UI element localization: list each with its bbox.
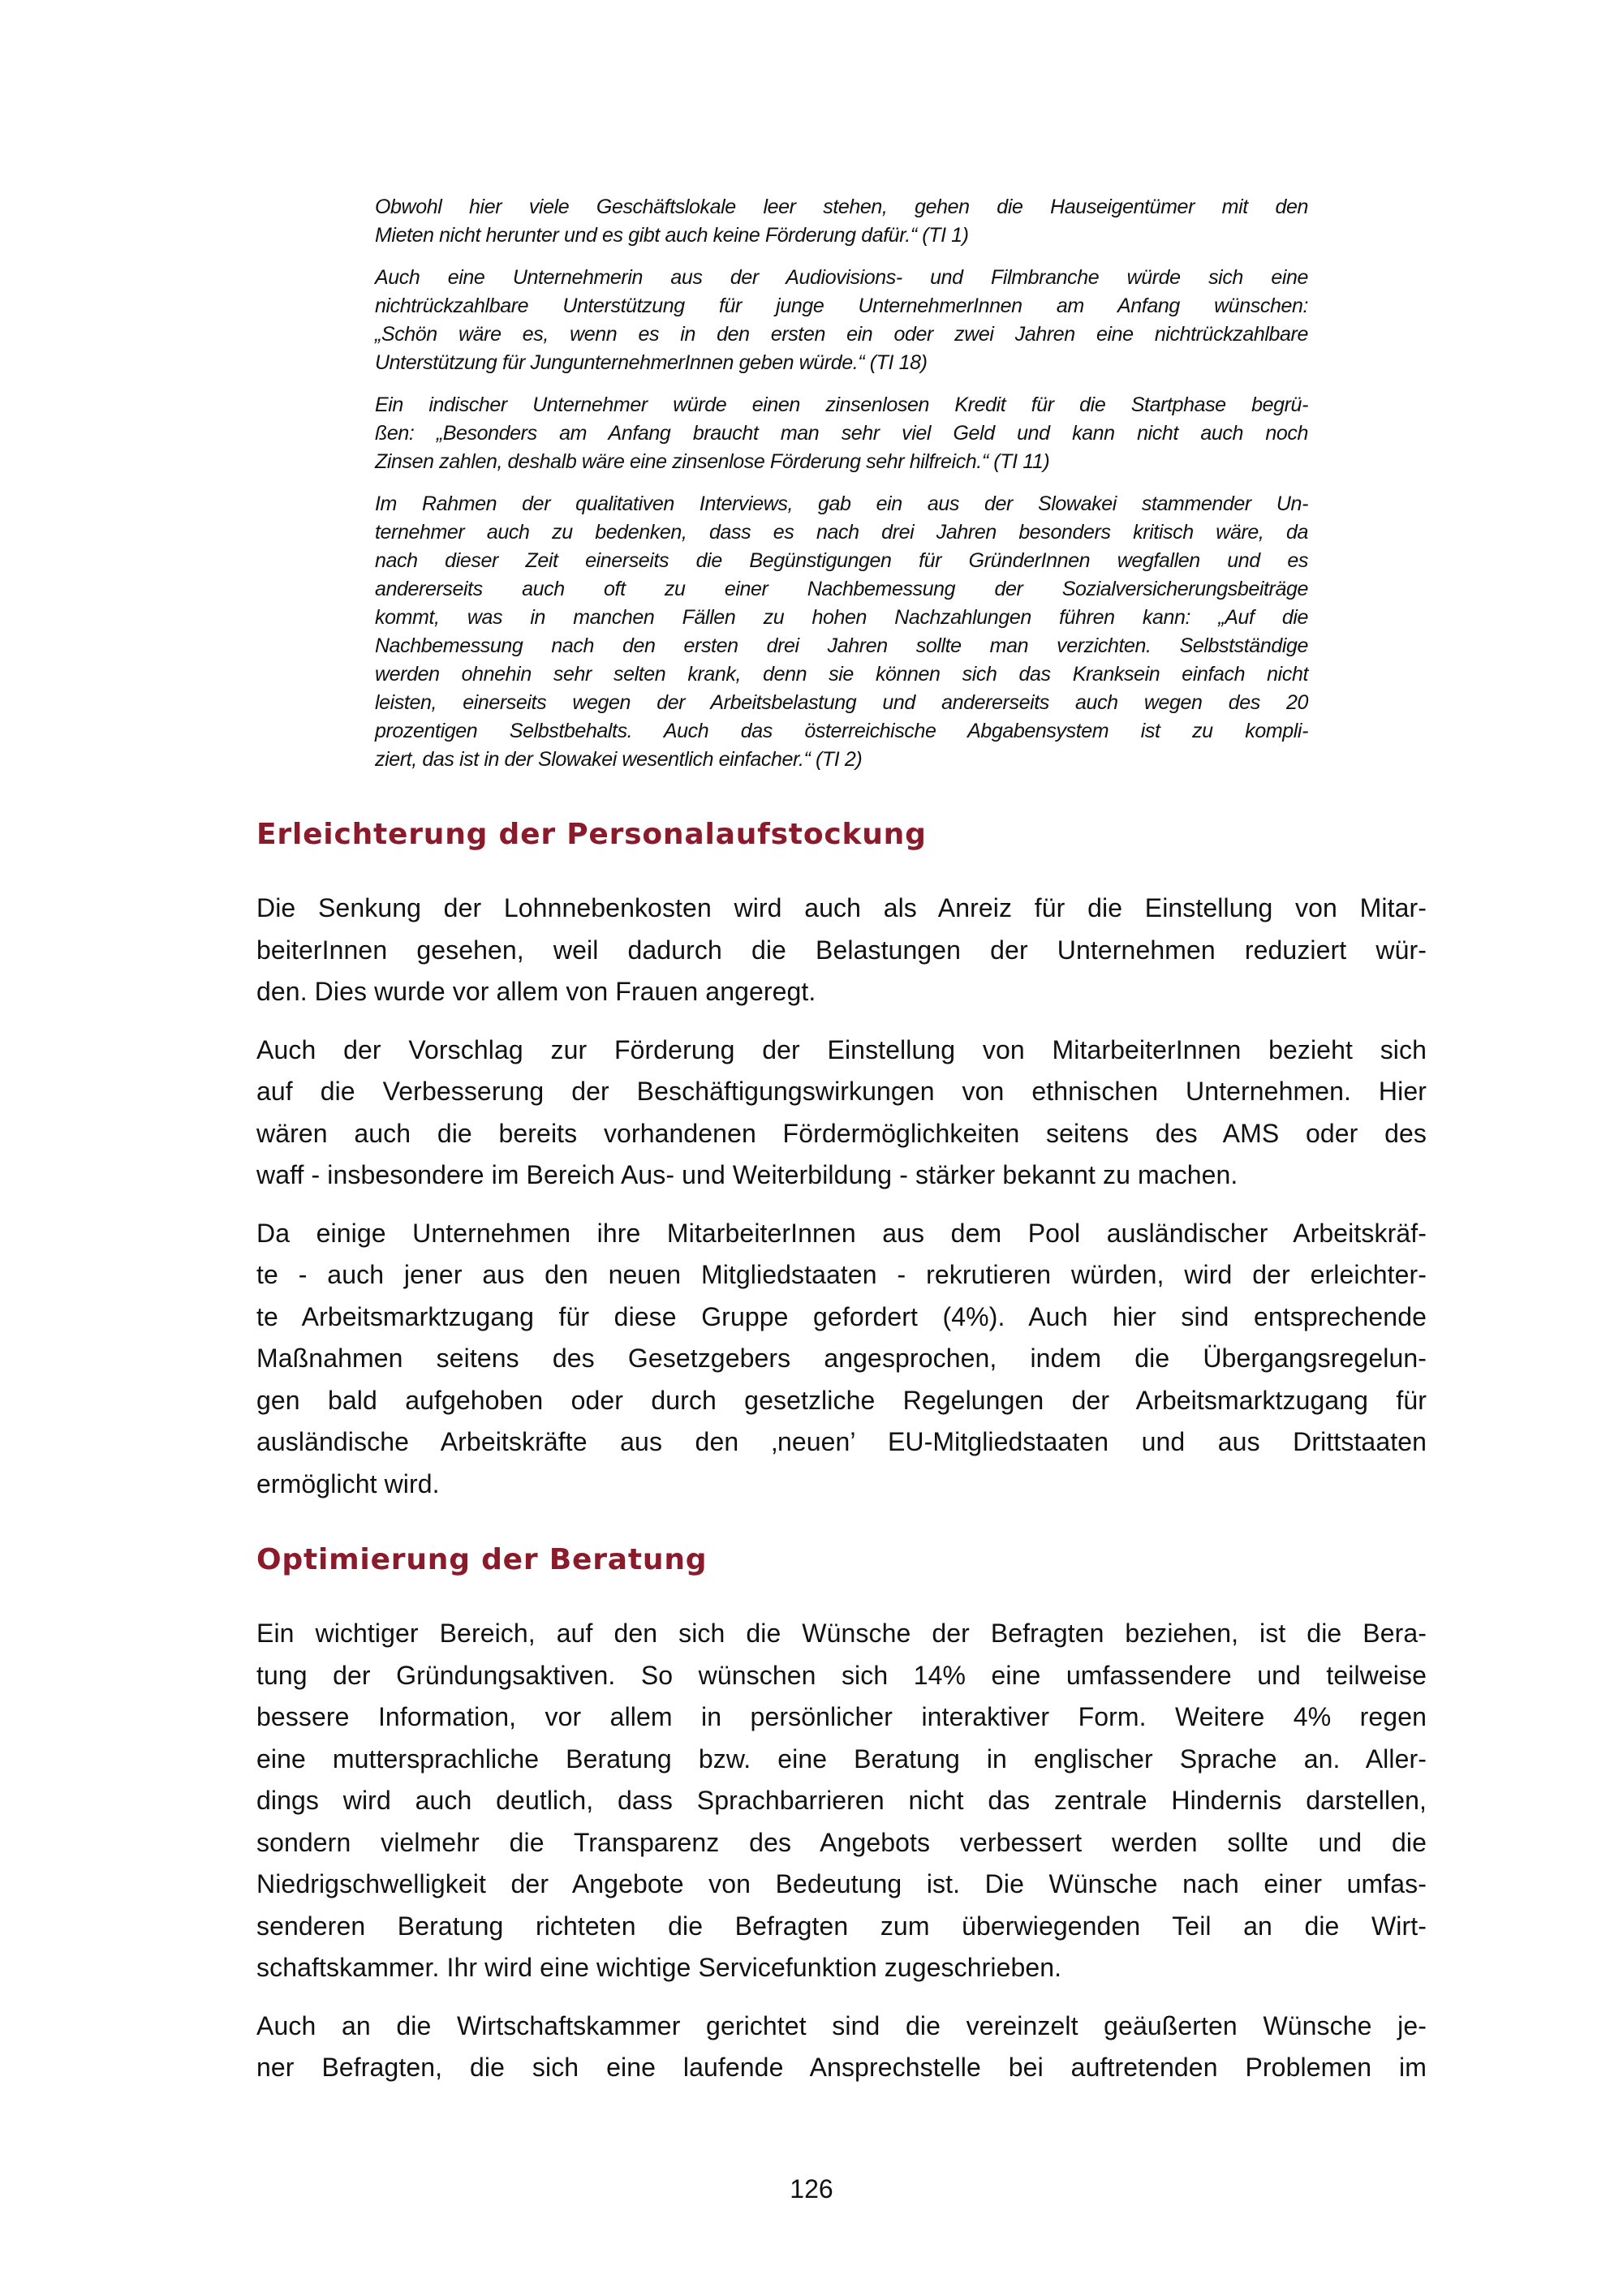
section-body-beratung [256, 1613, 1427, 2105]
text-line: Auch der Vorschlag zur Förderung der Einstellung von MitarbeiterInnen bezieht sich [256, 1034, 1427, 1064]
text-line: ziert, das ist in der Slowakei wesentlich einfacher.“ (TI 2) [375, 748, 863, 771]
paragraph [375, 264, 1308, 377]
paragraph [375, 490, 1308, 774]
text-line: leisten, einerseits wegen der Arbeitsbelastung und andererseits auch wegen des 20 [375, 691, 1308, 714]
text-line: sondern vielmehr die Transparenz des Angebots verbessert werden sollte und die [256, 1827, 1427, 1857]
text-line: Auch eine Unternehmerin aus der Audiovisions- und Filmbranche würde sich eine [375, 266, 1308, 289]
paragraph [375, 193, 1308, 250]
paragraph [375, 391, 1308, 476]
text-line: Maßnahmen seitens des Gesetzgebers angesprochen, indem die Übergangsregelun- [256, 1344, 1427, 1373]
text-line: werden ohnehin sehr selten krank, denn sie können sich das Kranksein einfach nicht [375, 663, 1308, 686]
text-line: Ein indischer Unternehmer würde einen zinsenlosen Kredit für die Startphase begrü- [375, 393, 1308, 416]
text-line: auf die Verbesserung der Beschäftigungswirkungen von ethnischen Unternehmen. Hier [256, 1077, 1427, 1106]
section-heading-beratung: Optimierung der Beratung [256, 1543, 708, 1576]
text-line: den. Dies wurde vor allem von Frauen angeregt. [256, 977, 816, 1006]
text-line: Zinsen zahlen, deshalb wäre eine zinsenlose Förderung sehr hilfreich.“ (TI 11) [375, 450, 1050, 473]
paragraph [256, 1613, 1427, 1989]
paragraph [256, 1030, 1427, 1197]
text-line: ßen: „Besonders am Anfang braucht man sehr viel Geld und kann nicht auch noch [375, 422, 1308, 445]
text-line: gen bald aufgehoben oder durch gesetzliche Regelungen der Arbeitsmarktzugang für [256, 1385, 1427, 1415]
text-line: Nachbemessung nach den ersten drei Jahren sollte man verzichten. Selbstständige [375, 634, 1308, 657]
text-line: prozentigen Selbstbehalts. Auch das österreichische Abgabensystem ist zu kompli- [375, 720, 1308, 742]
text-line: senderen Beratung richteten die Befragten zum überwiegenden Teil an die Wirt- [256, 1911, 1427, 1941]
text-line: waff - insbesondere im Bereich Aus- und Weiterbildung - stärker bekannt zu machen. [256, 1160, 1238, 1189]
text-line: Mieten nicht herunter und es gibt auch keine Förderung dafür.“ (TI 1) [375, 224, 969, 247]
text-line: andererseits auch oft zu einer Nachbemessung der Sozialversicherungsbeiträge [375, 578, 1308, 600]
text-line: Die Senkung der Lohnnebenkosten wird auch als Anreiz für die Einstellung von Mitar- [256, 893, 1427, 922]
page-number: 126 [790, 2174, 833, 2204]
section-heading-personalaufstockung: Erleichterung der Personalaufstockung [256, 818, 927, 851]
text-line: Unterstützung für JungunternehmerInnen geben würde.“ (TI 18) [375, 351, 928, 374]
text-line: „Schön wäre es, wenn es in den ersten ein oder zwei Jahren eine nichtrückzahlbare [375, 323, 1308, 346]
text-line: ausländische Arbeitskräfte aus den ‚neuen’ EU-Mitgliedstaaten und aus Drittstaaten [256, 1427, 1427, 1456]
section-body-personalaufstockung [256, 888, 1427, 1521]
text-line: Niedrigschwelligkeit der Angebote von Bedeutung ist. Die Wünsche nach einer umfas- [256, 1869, 1427, 1898]
text-line: bessere Information, vor allem in persönlicher interaktiver Form. Weitere 4% regen [256, 1702, 1427, 1731]
text-line: tung der Gründungsaktiven. So wünschen sich 14% eine umfassendere und teilweise [256, 1660, 1427, 1690]
text-line: Obwohl hier viele Geschäftslokale leer stehen, gehen die Hauseigentümer mit den [375, 196, 1308, 218]
text-line: nichtrückzahlbare Unterstützung für junge UnternehmerInnen am Anfang wünschen: [375, 295, 1308, 317]
text-line: ternehmer auch zu bedenken, dass es nach drei Jahren besonders kritisch wäre, da [375, 521, 1308, 544]
text-line: eine muttersprachliche Beratung bzw. eine Beratung in englischer Sprache an. Aller- [256, 1743, 1427, 1774]
text-line: te Arbeitsmarktzugang für diese Gruppe gefordert (4%). Auch hier sind entsprechende [256, 1301, 1427, 1331]
text-line: Im Rahmen der qualitativen Interviews, gab ein aus der Slowakei stammender Un- [375, 492, 1308, 515]
text-line: dings wird auch deutlich, dass Sprachbarrieren nicht das zentrale Hindernis darstellen, [256, 1786, 1427, 1815]
paragraph [256, 1213, 1427, 1506]
text-line: ner Befragten, die sich eine laufende Ansprechstelle bei auftretenden Problemen im [256, 2053, 1427, 2082]
text-line: te - auch jener aus den neuen Mitgliedstaaten - rekrutieren würden, wird der erleichter- [256, 1260, 1427, 1289]
quote-block [375, 193, 1308, 788]
text-line: nach dieser Zeit einerseits die Begünstigungen für GründerInnen wegfallen und es [375, 549, 1308, 572]
text-line: Auch an die Wirtschaftskammer gerichtet sind die vereinzelt geäußerten Wünsche je- [256, 2010, 1427, 2040]
text-line: Da einige Unternehmen ihre MitarbeiterInnen aus dem Pool ausländischer Arbeitskräf- [256, 1218, 1427, 1248]
paragraph [256, 2006, 1427, 2089]
text-line: wären auch die bereits vorhandenen Fördermöglichkeiten seitens des AMS oder des [256, 1118, 1427, 1148]
text-line: beiterInnen gesehen, weil dadurch die Belastungen der Unternehmen reduziert wür- [256, 935, 1427, 965]
text-line: schaftskammer. Ihr wird eine wichtige Servicefunktion zugeschrieben. [256, 1953, 1062, 1982]
text-line: kommt, was in manchen Fällen zu hohen Nachzahlungen führen kann: „Auf die [375, 606, 1308, 629]
text-line: Ein wichtiger Bereich, auf den sich die Wünsche der Befragten beziehen, ist die Bera- [256, 1619, 1427, 1648]
paragraph [256, 888, 1427, 1013]
text-line: ermöglicht wird. [256, 1468, 440, 1498]
